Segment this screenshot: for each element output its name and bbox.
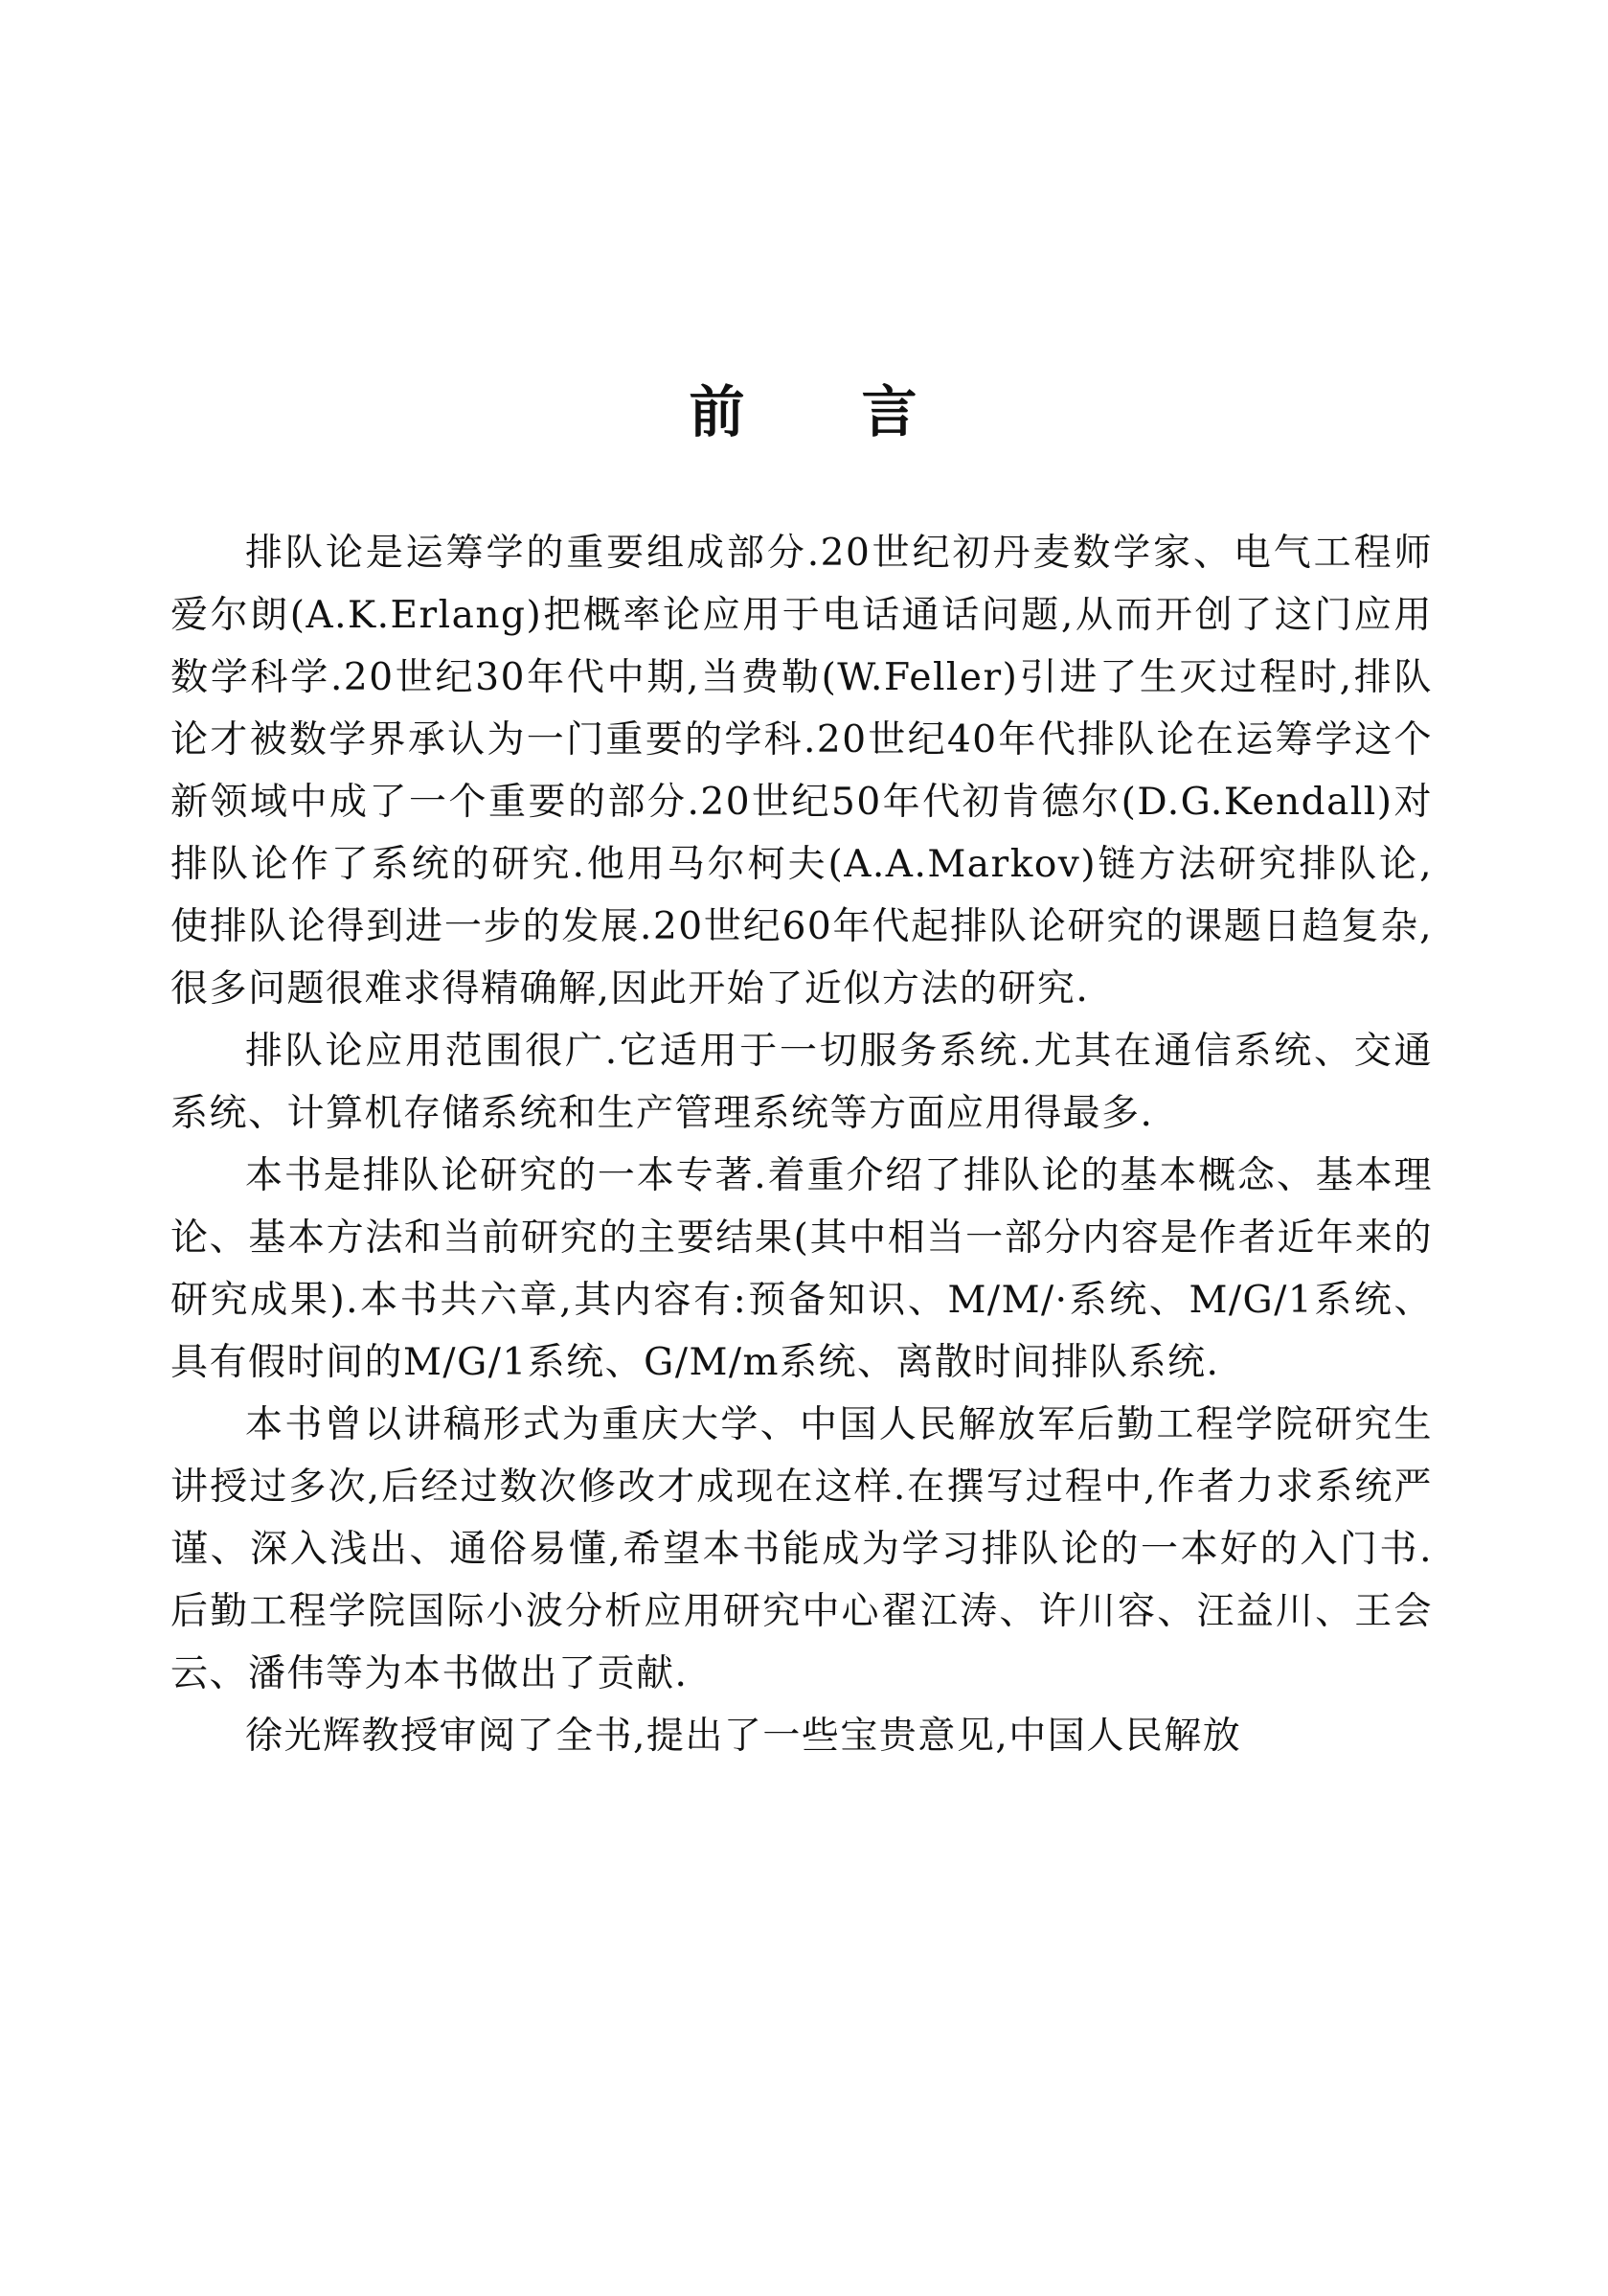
preface-body — [170, 522, 1433, 1767]
page-title — [0, 378, 1608, 445]
paragraph-book-contents: 本书是排队论研究的一本专著.着重介绍了排队论的基本概念、基本理论、基本方法和当前研究的主要结果(其中相当一部分内容是作者近年来的研究成果).本书共六章,其内容有:预备知识、M/M/·系统、M/G/1系统、具有假时间的M/G/1系统、G/M/m系统、离散时间排队系统. — [170, 1154, 1433, 1384]
paragraph-history: 排队论是运筹学的重要组成部分.20世纪初丹麦数学家、电气工程师爱尔朗(A.K.Erlang)把概率论应用于电话通话问题,从而开创了这门应用数学科学.20世纪30年代中期,当费勒(W.Feller)引进了生灭过程时,排队论才被数学界承认为一门重要的学科.20世纪40年代排队论在运筹学这个新领域中成了一个重要的部分.20世纪50年代初肯德尔(D.G.Kendall)对排队论作了系统的研究.他用马尔柯夫(A.A.Markov)链方法研究排队论,使排队论得到进一步的发展.20世纪60年代起排队论研究的课题日趋复杂,很多问题很难求得精确解,因此开始了近似方法的研究. — [170, 532, 1433, 1011]
paragraph-applications: 排队论应用范围很广.它适用于一切服务系统.尤其在通信系统、交通系统、计算机存储系统和生产管理系统等方面应用得最多. — [170, 1030, 1433, 1135]
paragraph-book-history: 本书曾以讲稿形式为重庆大学、中国人民解放军后勤工程学院研究生讲授过多次,后经过数次修改才成现在这样.在撰写过程中,作者力求系统严谨、深入浅出、通俗易懂,希望本书能成为学习排队论的一本好的入门书.后勤工程学院国际小波分析应用研究中心翟江涛、许川容、汪益川、王会云、潘伟等为本书做出了贡献. — [170, 1403, 1433, 1695]
title-char-2: 言 — [861, 379, 919, 444]
title-char-1: 前 — [689, 379, 747, 444]
paragraph-acknowledgement: 徐光辉教授审阅了全书,提出了一些宝贵意见,中国人民解放 — [245, 1715, 1242, 1758]
